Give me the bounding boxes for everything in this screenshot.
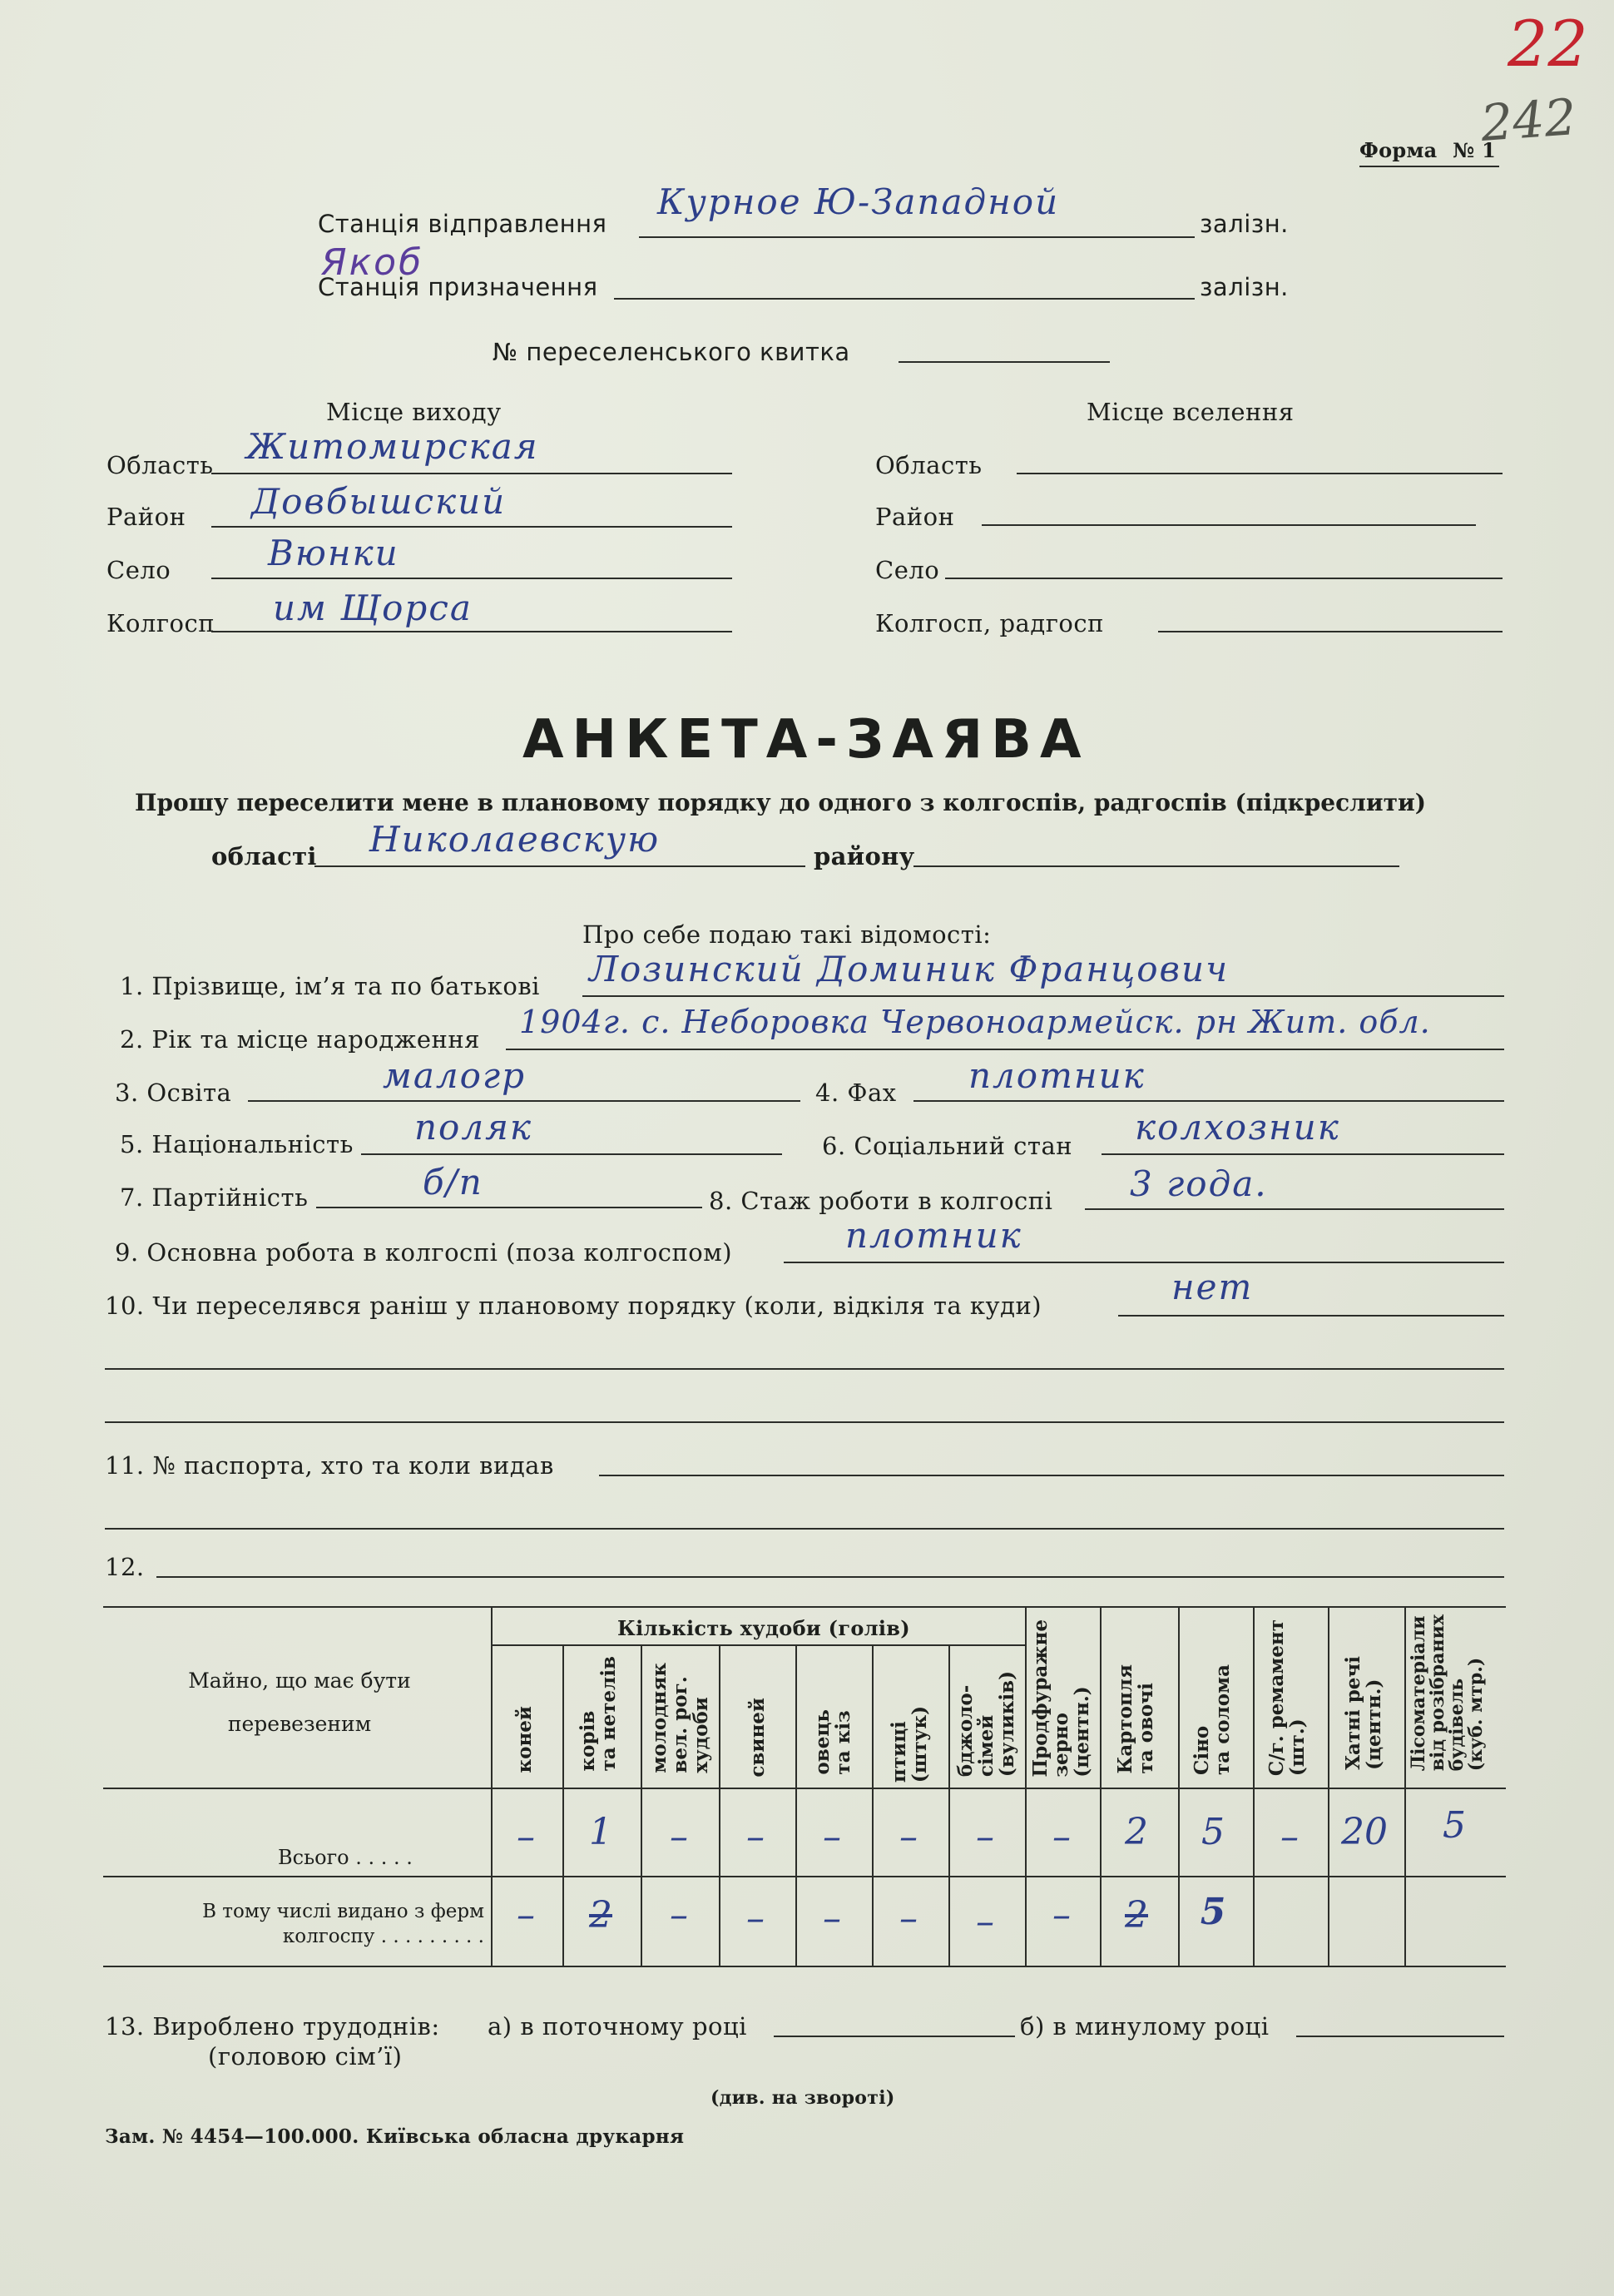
col-cows: корів та нетелів (577, 1656, 620, 1772)
total-cows: 1 (589, 1811, 612, 1853)
form-label-text: Форма (1359, 138, 1438, 162)
field-3-value: малогр (383, 1055, 527, 1096)
total-bees: – (976, 1816, 994, 1858)
workdays-sublabel: (головою сім’ї) (208, 2042, 403, 2070)
page-title: АНКЕТА-ЗАЯВА (522, 709, 1090, 771)
col-timber: Лісоматеріали від розібраних будівель (куб. мтр.) (1408, 1614, 1487, 1772)
field-11-label: 11. № паспорта, хто та коли видав (105, 1451, 554, 1480)
origin-kolhosp-label: Колгосп (106, 609, 215, 637)
destination-heading: Місце вселення (1087, 398, 1295, 426)
field-6-label: 6. Соціальний стан (822, 1132, 1073, 1160)
issued-horses: – (517, 1894, 535, 1936)
total-horses: – (517, 1816, 535, 1858)
issued-sheep: – (823, 1897, 841, 1940)
origin-raion-value: Довбышский (251, 481, 507, 522)
origin-heading: Місце виходу (326, 398, 502, 426)
departure-station-value: Курное Ю-Западной (657, 181, 1060, 222)
see-reverse-note: (див. на звороті) (710, 2087, 895, 2109)
issued-cows: 2 (589, 1894, 612, 1936)
destination-raion-label: Район (875, 503, 955, 531)
field-12-label: 12. (105, 1553, 145, 1581)
col-grain: Продфуражне зерно (центн.) (1029, 1619, 1093, 1778)
col-hay: Сіно та солома (1191, 1664, 1234, 1775)
field-9-label: 9. Основна робота в колгоспі (поза колгоспом) (115, 1238, 733, 1267)
destination-selo-label: Село (875, 556, 940, 584)
field-4-value: плотник (968, 1055, 1146, 1096)
col-potatoes: Картопля та овочі (1114, 1664, 1157, 1774)
archive-page-number-pencil: 242 (1478, 88, 1578, 153)
field-5-value: поляк (414, 1107, 532, 1148)
field-7-value: б/п (423, 1162, 483, 1203)
archive-page-number-red: 22 (1508, 7, 1588, 81)
origin-oblast-label: Область (106, 451, 214, 479)
destination-station-label: Станція призначення (318, 273, 598, 301)
livestock-header: Кількість худоби (голів) (617, 1616, 910, 1640)
field-1-label: 1. Прізвище, ім’я та по батькові (120, 972, 540, 1000)
total-equipment: – (1280, 1816, 1299, 1858)
form-label (1359, 138, 1496, 162)
workdays-previous-label: б) в минулому році (1020, 2012, 1270, 2041)
issued-young-cattle: – (670, 1894, 688, 1936)
row-issued-label: В тому числі видано з ферм колгоспу . . . . . . . . . (202, 1901, 484, 1947)
total-young-cattle: – (670, 1816, 688, 1858)
printer-note: Зам. № 4454—100.000. Київська обласна друкарня (105, 2125, 685, 2148)
total-pigs: – (746, 1816, 765, 1858)
origin-selo-label: Село (106, 556, 171, 584)
col-pigs: свиней (746, 1698, 769, 1778)
field-10-label: 10. Чи переселявся раніш у плановому порядку (коли, відкіля та куди) (105, 1292, 1042, 1320)
total-sheep: – (823, 1816, 841, 1858)
col-equipment: С/г. ремамент (шт.) (1265, 1619, 1309, 1777)
field-8-label: 8. Стаж роботи в колгоспі (709, 1187, 1053, 1215)
issued-bees: – (976, 1901, 994, 1943)
issued-potatoes: 2 (1125, 1894, 1148, 1936)
destination-kolhosp-label: Колгосп, радгосп (875, 609, 1104, 637)
origin-selo-value: Вюнки (268, 533, 399, 573)
origin-raion-label: Район (106, 503, 186, 531)
destination-oblast-label: Область (875, 451, 983, 479)
departure-station-label: Станція відправлення (318, 210, 607, 238)
request-raion-label: району (814, 842, 915, 870)
field-1-value: Лозинский Доминик Францович (589, 949, 1230, 989)
col-bee-families: бджоло- сімей (вуликів) (954, 1671, 1018, 1778)
request-text: Прошу переселити мене в плановому порядку до одного з колгоспів, радгоспів (підкреслити) (135, 789, 1427, 816)
field-9-value: плотник (845, 1215, 1022, 1256)
info-heading: Про себе подаю такі відомості: (582, 920, 992, 949)
workdays-current-label: а) в поточному році (488, 2012, 747, 2041)
col-household: Хатні речі (центн.) (1342, 1656, 1385, 1770)
field-8-value: 3 года. (1130, 1163, 1268, 1204)
field-3-label: 3. Освіта (115, 1079, 232, 1107)
total-hay: 5 (1201, 1811, 1225, 1853)
railway-label-2: залізн. (1200, 273, 1289, 301)
field-2-value: 1904г. с. Неборовка Червоноармейск. рн Жит. обл. (519, 1004, 1431, 1040)
form-number: № 1 (1453, 138, 1497, 162)
col-horses: коней (513, 1706, 536, 1773)
field-2-label: 2. Рік та місце народження (120, 1025, 480, 1054)
request-oblast-label: області (211, 842, 317, 870)
col-sheep: овець та кіз (811, 1709, 854, 1775)
request-oblast-value: Николаевскую (369, 819, 661, 860)
destination-stamp: Якоб (321, 241, 424, 284)
total-timber: 5 (1443, 1804, 1466, 1847)
row-total-label: Всього . . . . . (278, 1846, 413, 1869)
issued-hay: 5 (1200, 1891, 1226, 1933)
origin-oblast-value: Житомирская (246, 426, 539, 467)
total-household: 20 (1341, 1811, 1388, 1853)
issued-poultry: – (899, 1897, 918, 1940)
issued-grain: – (1052, 1894, 1071, 1936)
col-poultry: птиці (штук) (888, 1706, 931, 1783)
col-young-cattle: молодняк вел. рог. худоби (648, 1663, 712, 1773)
field-5-label: 5. Національність (120, 1130, 354, 1158)
railway-label-1: залізн. (1200, 210, 1289, 238)
issued-pigs: – (746, 1897, 765, 1940)
total-poultry: – (899, 1816, 918, 1858)
origin-kolhosp-value: им Щорса (273, 588, 473, 628)
property-header: Майно, що має бути перевезеним (188, 1669, 411, 1736)
field-10-value: нет (1171, 1267, 1254, 1307)
field-7-label: 7. Партійність (120, 1183, 309, 1212)
total-grain: – (1052, 1816, 1071, 1858)
field-6-value: колхозник (1135, 1107, 1340, 1148)
field-4-label: 4. Фах (815, 1079, 897, 1107)
ticket-label: № переселенського квитка (493, 338, 850, 366)
workdays-label: 13. Вироблено трудоднів: (105, 2012, 440, 2041)
total-potatoes: 2 (1125, 1811, 1148, 1853)
